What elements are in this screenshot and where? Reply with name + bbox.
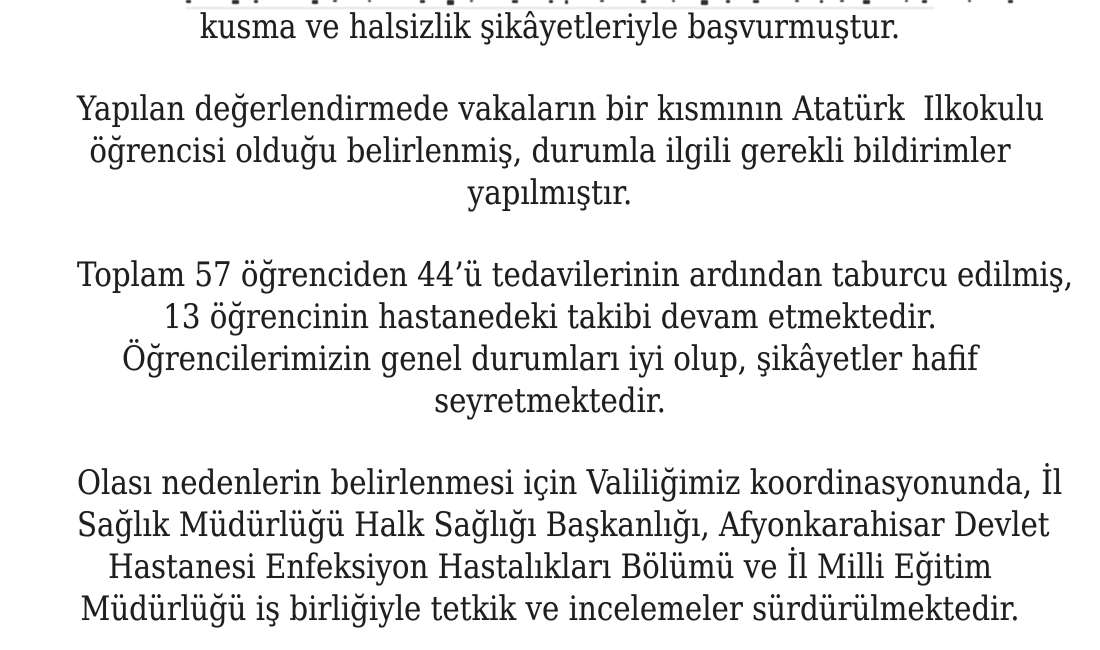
- remnant-mark: [820, 0, 823, 3]
- remnant-mark: [905, 0, 908, 2]
- remnant-mark: [672, 0, 675, 2]
- remnant-mark: [922, 0, 927, 3]
- remnant-mark: [600, 0, 604, 2]
- remnant-mark: [368, 0, 371, 2]
- text-line: Öğrencilerimizin genel durumları iyi olup, şikâyetler hafif: [122, 339, 978, 379]
- text-line: Hastanesi Enfeksiyon Hastalıkları Bölümü ve İl Milli Eğitim: [108, 547, 992, 587]
- paragraph: [0, 462, 1100, 630]
- remnant-mark: [312, 0, 318, 4]
- paragraph: [0, 254, 1100, 422]
- remnant-mark: [333, 0, 337, 2]
- remnant-mark: [701, 0, 708, 5]
- text-line: öğrencisi olduğu belirlenmiş, durumla ilgili gerekli bildirimler: [89, 131, 1011, 171]
- text-line: Sağlık Müdürlüğü Halk Sağlığı Başkanlığı, Afyonkarahisar Devlet: [77, 505, 1050, 545]
- remnant-mark: [420, 0, 425, 3]
- text-line: 13 öğrencinin hastanedeki takibi devam etmektedir.: [163, 297, 937, 337]
- remnant-mark: [641, 0, 646, 3]
- remnant-mark: [863, 0, 870, 4]
- text-line: kusma ve halsizlik şikâyetleriyle başvurmuştur.: [199, 7, 901, 47]
- remnant-mark: [232, 0, 239, 4]
- remnant-mark: [186, 0, 191, 3]
- text-line: Müdürlüğü iş birliğiyle tetkik ve incelemeler sürdürülmektedir.: [80, 589, 1020, 629]
- remnant-mark: [565, 0, 568, 4]
- remnant-mark: [254, 0, 258, 3]
- remnant-mark: [753, 0, 759, 3]
- text-line: Toplam 57 öğrenciden 44’ü tedavilerinin ardından taburcu edilmiş,: [77, 255, 1074, 295]
- remnant-mark: [512, 0, 518, 3]
- text-line: Olası nedenlerin belirlenmesi için Valiliğimiz koordinasyonunda, İl: [77, 463, 1063, 503]
- text-line: yapılmıştır.: [467, 173, 633, 213]
- remnant-mark: [470, 0, 473, 2]
- remnant-mark: [795, 0, 799, 2]
- text-line: Yapılan değerlendirmede vakaların bir kısmının Atatürk Ilkokulu: [77, 89, 1045, 129]
- remnant-mark: [840, 0, 844, 2]
- paragraph: [0, 88, 1100, 214]
- paragraph: [0, 6, 1100, 48]
- remnant-mark: [968, 0, 971, 2]
- remnant-mark: [1008, 0, 1013, 3]
- document-body: [0, 6, 1100, 630]
- remnant-mark: [447, 0, 454, 5]
- remnant-mark: [549, 0, 553, 3]
- text-line: seyretmektedir.: [434, 381, 666, 421]
- remnant-mark: [726, 0, 730, 3]
